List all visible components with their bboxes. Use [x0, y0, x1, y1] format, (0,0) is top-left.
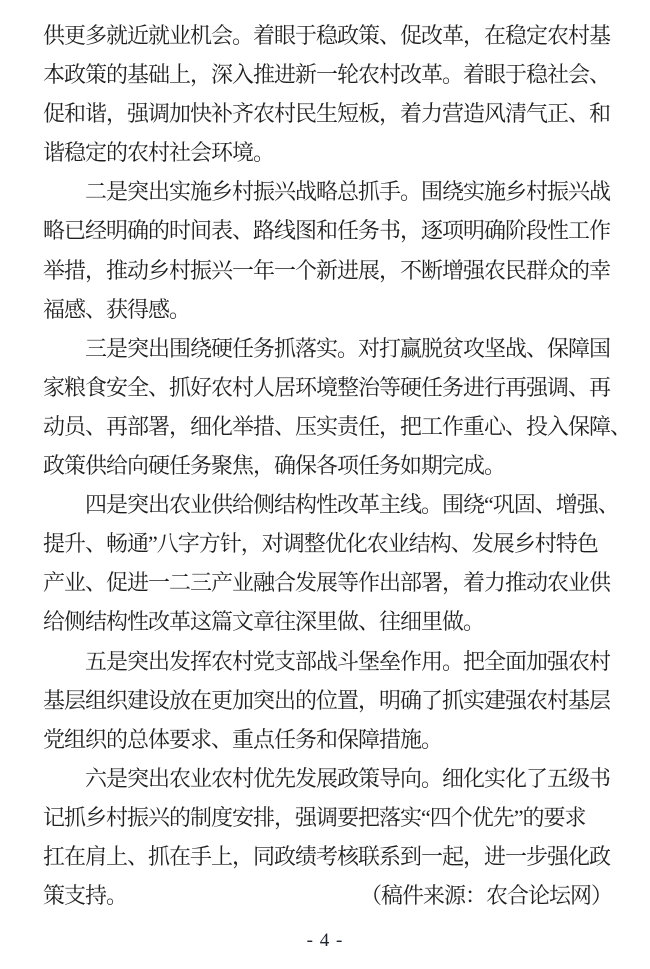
text-line: 基层组织建设放在更加突出的位置，明确了抓实建强农村基层 [43, 687, 611, 713]
text-line: 家粮食安全、抓好农村人居环境整治等硬任务进行再强调、再 [43, 374, 611, 400]
page-number: - 4 - [306, 930, 344, 952]
text-line: 二是突出实施乡村振兴战略总抓手。围绕实施乡村振兴战 [85, 179, 611, 205]
text-line: 谐稳定的农村社会环境。 [43, 140, 275, 166]
text-line: 六是突出农业农村优先发展政策导向。细化实化了五级书 [85, 765, 611, 791]
text-line: 记抓乡村振兴的制度安排，强调要把落实“四个优先”的要求 [43, 804, 586, 830]
text-line: 本政策的基础上，深入推进新一轮农村改革。着眼于稳社会、 [43, 62, 611, 88]
text-line: 供更多就近就业机会。着眼于稳政策、促改革，在稳定农村基 [43, 23, 611, 48]
text-line: 五是突出发挥农村党支部战斗堡垒作用。把全面加强农村 [85, 648, 611, 674]
text-line: 政策供给向硬任务聚焦，确保各项任务如期完成。 [43, 453, 506, 479]
paragraph-text: 策支持。 [43, 883, 128, 909]
text-line: 扛在肩上、抓在手上，同政绩考核联系到一起，进一步强化政 [43, 843, 611, 869]
text-line: 略已经明确的时间表、路线图和任务书，逐项明确阶段性工作 [43, 218, 611, 244]
text-line: 福感、获得感。 [43, 296, 191, 322]
text-line [43, 876, 612, 915]
text-line: 党组织的总体要求、重点任务和保障措施。 [43, 726, 443, 752]
source-note: （稿件来源：农合论坛网） [359, 883, 612, 909]
text-line: 提升、畅通”八字方针，对调整优化农业结构、发展乡村特色 [43, 531, 598, 557]
text-line: 给侧结构性改革这篇文章往深里做、往细里做。 [43, 609, 485, 635]
text-line: 举措，推动乡村振兴一年一个新进展，不断增强农民群众的幸 [43, 257, 611, 283]
text-line: 三是突出围绕硬任务抓落实。对打赢脱贫攻坚战、保障国 [85, 335, 611, 361]
text-line: 产业、促进一二三产业融合发展等作出部署，着力推动农业供 [43, 570, 611, 596]
text-line: 四是突出农业供给侧结构性改革主线。围绕“巩固、增强、 [85, 492, 619, 518]
text-line: 促和谐，强调加快补齐农村民生短板，着力营造风清气正、和 [43, 101, 611, 127]
text-line: 动员、再部署，细化举措、压实责任，把工作重心、投入保障、 [43, 413, 632, 439]
